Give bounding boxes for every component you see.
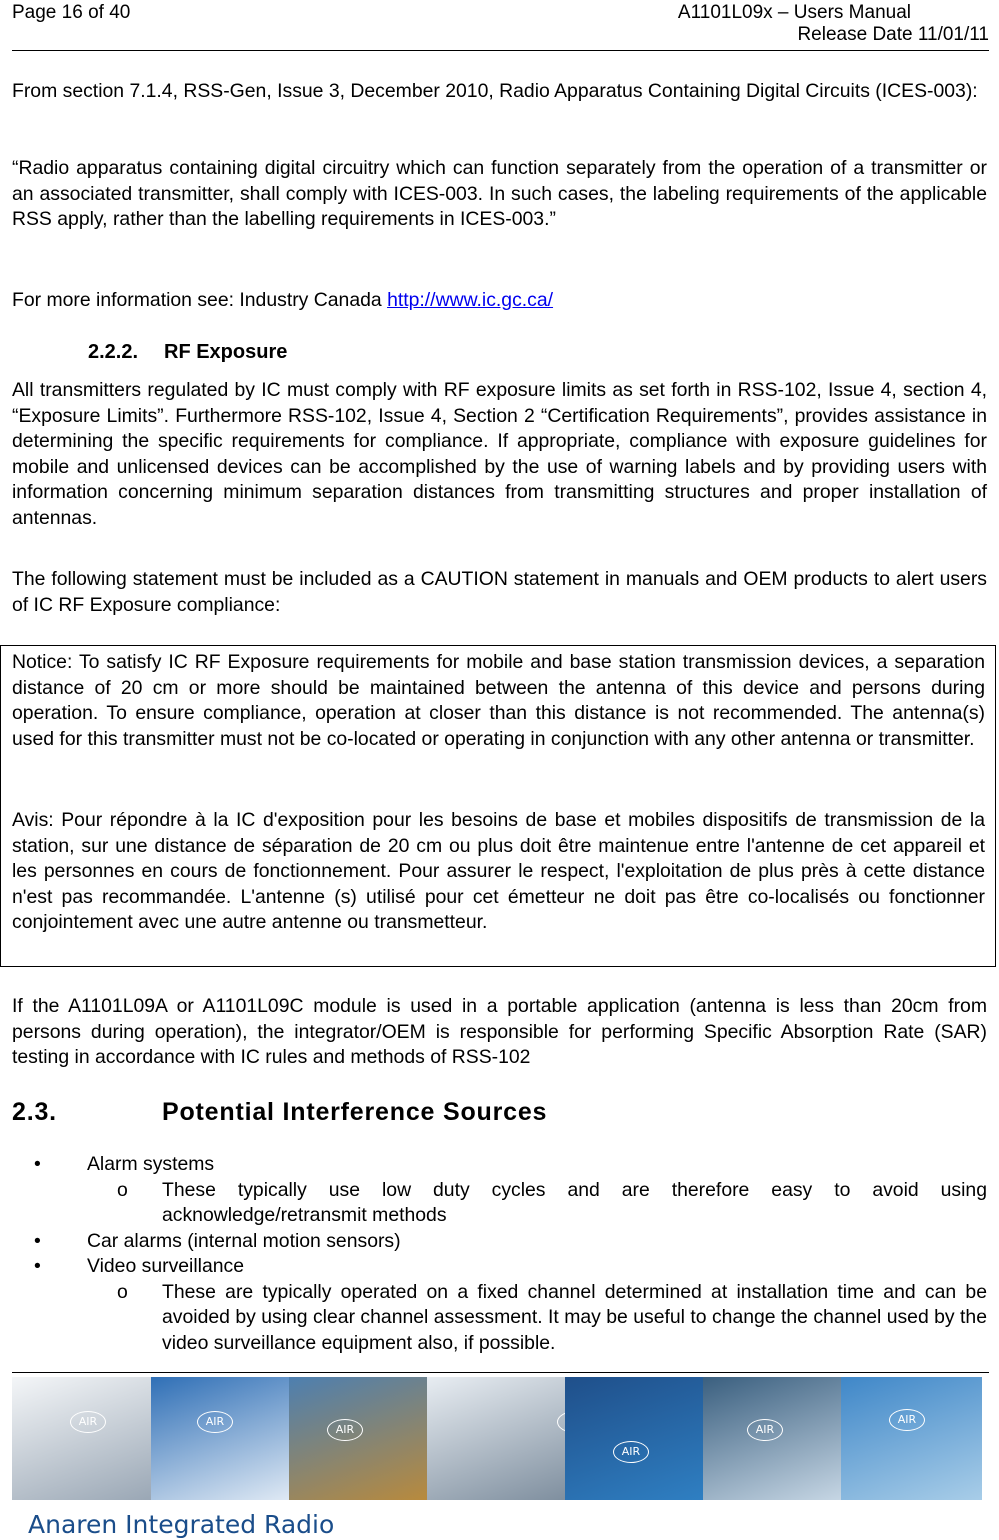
banner-photo-skier	[151, 1377, 289, 1500]
paragraph-caution-statement: The following statement must be included as a CAUTION statement in manuals and OEM products to alert users of IC RF Exposure compliance:	[12, 568, 987, 616]
section-number: 2.2.2.	[88, 341, 139, 363]
document-title: A1101L09x – Users Manual	[677, 2, 911, 23]
section-title: RF Exposure	[164, 341, 288, 363]
section-heading-interference	[12, 1098, 547, 1127]
paragraph-sar-testing: If the A1101L09A or A1101L09C module is used in a portable application (antenna is less than 20cm from persons during operation), the integrator/OEM is responsible for performing Specific Absorption Rate (SAR) testing in accordance with IC rules and methods of RSS-102	[12, 995, 987, 1068]
notice-english: Notice: To satisfy IC RF Exposure requirements for mobile and base station transmission devices, a separation distance of 20 cm or more should be maintained between the antenna of this device and persons during operation. To ensure compliance, operation at closer than this distance is not recommended. The antenna(s) used for this transmitter must not be co-located or operating in conjunction with any other antenna or transmitter.	[12, 651, 985, 750]
paragraph-rss-gen-intro: From section 7.1.4, RSS-Gen, Issue 3, December 2010, Radio Apparatus Containing Digital Circuits (ICES-003):	[12, 80, 978, 102]
more-info-text: For more information see: Industry Canada	[12, 289, 388, 311]
list-item-text: Video surveillance	[87, 1255, 245, 1277]
list-item-text: Alarm systems	[87, 1153, 215, 1175]
list-item	[12, 1254, 987, 1280]
air-badge-icon: AIR	[327, 1419, 363, 1441]
section-heading-rf-exposure	[88, 341, 287, 364]
sub-list-item	[12, 1280, 987, 1357]
banner-photo-kayaker	[703, 1377, 841, 1500]
list-item	[12, 1152, 987, 1178]
sub-bullet-glyph: o	[117, 1178, 128, 1201]
brand-name: Anaren Integrated Radio	[28, 1510, 335, 1539]
paragraph-more-info	[12, 288, 987, 314]
air-badge-icon: AIR	[613, 1441, 649, 1463]
paragraph-ices-quote: “Radio apparatus containing digital circuitry which can function separately from the operation of a transmitter or an associated transmitter, shall comply with ICES-003. In such cases, the labeling requirements of the applicable RSS apply, rather than the labelling requirements in ICES-003.”	[12, 157, 987, 230]
section-number: 2.3.	[12, 1098, 57, 1126]
page-number: Page 16 of 40	[12, 2, 131, 23]
air-badge-icon: AIR	[889, 1409, 925, 1431]
banner-photo-skateboarder	[12, 1377, 151, 1500]
industry-canada-link[interactable]: http://www.ic.gc.ca/	[387, 289, 554, 311]
bullet-glyph: •	[34, 1255, 41, 1277]
page-header	[12, 2, 989, 51]
header-doc-info	[677, 2, 989, 46]
list-item	[12, 1229, 987, 1255]
paragraph-rf-limits: All transmitters regulated by IC must comply with RF exposure limits as set forth in RSS-102, Issue 4, section 4, “Exposure Limits”. Furthermore RSS-102, Issue 4, Section 2 “Certification Requirements”, provides assistance in determining the specific requirements for compliance. If appropriate, compliance with exposure guidelines for mobile and unlicensed devices can be accomplished by the use of warning labels and by providing users with information concerning minimum separation distances from transmitting structures and proper installation of antennas.	[12, 379, 987, 529]
air-badge-icon: AIR	[747, 1419, 783, 1441]
air-badge-icon: AIR	[70, 1411, 106, 1433]
air-badge-icon: AIR	[197, 1411, 233, 1433]
list-item-text: Car alarms (internal motion sensors)	[87, 1229, 401, 1252]
bullet-glyph: •	[34, 1229, 41, 1252]
section-title: Potential Interference Sources	[162, 1098, 548, 1126]
sub-list-item-text: These typically use low duty cycles and are therefore easy to avoid using acknowledge/retransmit methods	[162, 1178, 987, 1226]
interference-sources-list	[12, 1152, 987, 1356]
photo-banner	[12, 1377, 982, 1500]
banner-photo-mountain-biker	[289, 1377, 427, 1500]
sub-bullet-glyph: o	[117, 1280, 128, 1303]
sub-list-item	[12, 1178, 987, 1229]
caution-notice-box	[0, 645, 996, 967]
banner-photo-windsurfer	[565, 1377, 703, 1500]
notice-french: Avis: Pour répondre à la IC d'exposition pour les besoins de base et mobiles dispositifs de transmission de la station, sur une distance de séparation de 20 cm ou plus doit être maintenue entre l'antenne de cet appareil et les personnes en cours de fonctionnement. Pour assurer le respect, l'exploitation de plus près à cette distance n'est pas recommandée. L'antenne (s) utilisé pour cet émetteur ne doit pas être co-localisés ou fonctionner conjointement avec une autre antenne ou transmetteur.	[12, 809, 985, 933]
release-date: Release Date 11/01/11	[797, 24, 989, 45]
banner-photo-inline-skater	[841, 1377, 982, 1500]
bullet-glyph: •	[34, 1153, 41, 1175]
footer-divider	[12, 1372, 989, 1373]
banner-photo-snowboarder	[427, 1377, 565, 1500]
sub-list-item-text: These are typically operated on a fixed channel determined at installation time and can be avoided by using clear channel assessment. It may be useful to change the channel used by the video surveillance equipment also, if possible.	[162, 1280, 987, 1354]
